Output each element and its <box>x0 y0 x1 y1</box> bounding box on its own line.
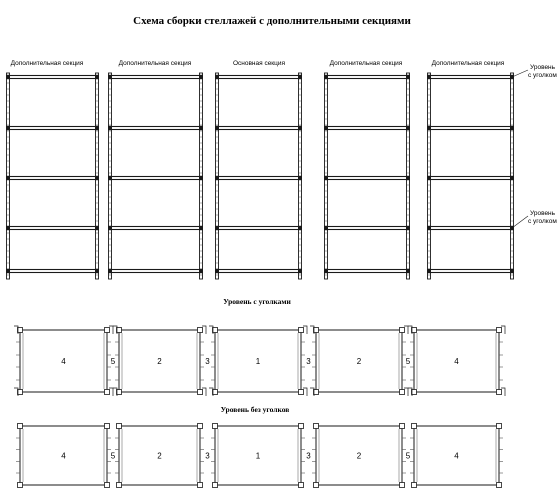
shelf-bracket <box>215 75 219 79</box>
shelf-beam <box>217 177 300 180</box>
callout-leader <box>512 70 528 77</box>
corner-post <box>213 483 218 488</box>
joint-number: 5 <box>405 357 411 366</box>
corner-post <box>400 424 405 429</box>
corner-post <box>299 328 304 333</box>
shelf-bracket <box>199 176 203 180</box>
shelf-beam <box>110 270 201 273</box>
panel-number: 2 <box>157 357 162 366</box>
shelf-beam <box>110 76 201 79</box>
shelf-bracket <box>427 176 431 180</box>
shelf-bracket <box>406 226 410 230</box>
shelf-beam <box>429 177 512 180</box>
shelf-bracket <box>199 226 203 230</box>
shelf-bracket <box>6 269 10 273</box>
plan-heading-with-corners: Уровень с уголками <box>223 297 291 306</box>
joint-number: 3 <box>306 451 311 461</box>
shelf-bracket <box>95 75 99 79</box>
corner-post <box>497 483 502 488</box>
diagram-title: Схема сборки стеллажей с дополнительными секциями <box>133 15 411 27</box>
corner-post <box>198 390 203 395</box>
shelf-bracket <box>199 75 203 79</box>
shelf-bracket <box>215 176 219 180</box>
corner-post <box>400 483 405 488</box>
callout-leader <box>512 216 528 228</box>
shelf-bracket <box>215 226 219 230</box>
corner-post <box>105 328 110 333</box>
shelf-bracket <box>427 75 431 79</box>
shelf-bracket <box>324 176 328 180</box>
shelf-bracket <box>6 176 10 180</box>
shelf-beam <box>326 270 408 273</box>
shelf-bracket <box>215 126 219 130</box>
shelf-bracket <box>298 75 302 79</box>
shelf-beam <box>429 227 512 230</box>
shelf-bracket <box>108 226 112 230</box>
corner-post <box>314 424 319 429</box>
shelf-bracket <box>324 126 328 130</box>
shelf-bracket <box>95 176 99 180</box>
corner-post <box>400 328 405 333</box>
panel-number: 1 <box>255 357 261 366</box>
shelf-bracket <box>95 126 99 130</box>
shelf-beam <box>217 227 300 230</box>
shelf-bracket <box>199 269 203 273</box>
callout-bottom-line2: с уголком <box>528 218 557 225</box>
callout-bottom-line1: Уровень <box>530 210 556 217</box>
section-label-1: Дополнительная секция <box>10 60 84 67</box>
shelf-bracket <box>6 226 10 230</box>
shelf-beam <box>217 270 300 273</box>
corner-post <box>497 390 502 395</box>
shelf-beam <box>429 270 512 273</box>
shelf-bracket <box>298 226 302 230</box>
shelf-beam <box>326 76 408 79</box>
section-label-main: Основная секция <box>232 60 286 67</box>
shelf-beam <box>8 76 97 79</box>
shelf-beam <box>8 227 97 230</box>
callout-top-line1: Уровень <box>530 64 556 71</box>
shelf-bracket <box>108 176 112 180</box>
shelf-beam <box>8 127 97 130</box>
shelf-bracket <box>427 269 431 273</box>
shelf-bracket <box>95 269 99 273</box>
shelf-bracket <box>298 126 302 130</box>
joint-number: 5 <box>405 451 411 461</box>
shelf-bracket <box>108 269 112 273</box>
shelf-beam <box>217 127 300 130</box>
shelf-bracket <box>6 126 10 130</box>
shelf-beam <box>326 177 408 180</box>
corner-post <box>412 424 417 429</box>
shelf-bracket <box>108 75 112 79</box>
corner-post <box>18 424 23 429</box>
shelf-beam <box>8 270 97 273</box>
panel-number: 2 <box>356 357 362 366</box>
shelf-bracket <box>108 126 112 130</box>
shelf-beam <box>8 177 97 180</box>
corner-post <box>314 483 319 488</box>
panel-number: 1 <box>255 451 261 461</box>
shelf-bracket <box>324 269 328 273</box>
shelf-bracket <box>406 269 410 273</box>
shelf-beam <box>429 76 512 79</box>
corner-post <box>198 328 203 333</box>
shelf-beam <box>326 227 408 230</box>
shelf-bracket <box>510 269 514 273</box>
rack-elevation <box>6 70 528 279</box>
corner-post <box>105 390 110 395</box>
corner-post <box>105 424 110 429</box>
joint-number: 3 <box>205 451 210 461</box>
corner-post <box>198 424 203 429</box>
shelf-bracket <box>427 226 431 230</box>
corner-post <box>497 328 502 333</box>
shelf-bracket <box>95 226 99 230</box>
panel-number: 2 <box>157 451 162 461</box>
shelf-bracket <box>510 126 514 130</box>
shelf-beam <box>217 76 300 79</box>
plan-with-corners <box>14 326 505 396</box>
shelf-bracket <box>298 269 302 273</box>
joint-number: 5 <box>110 357 116 366</box>
corner-post <box>117 424 122 429</box>
shelf-beam <box>110 177 201 180</box>
shelf-beam <box>110 127 201 130</box>
corner-post <box>117 483 122 488</box>
shelf-beam <box>110 227 201 230</box>
shelf-bracket <box>324 75 328 79</box>
corner-post <box>213 424 218 429</box>
panel-number: 4 <box>454 357 459 366</box>
corner-post <box>105 483 110 488</box>
joint-number: 3 <box>205 357 210 366</box>
shelf-beam <box>326 127 408 130</box>
shelf-bracket <box>298 176 302 180</box>
callout-top-line2: с уголком <box>528 72 557 79</box>
joint-number: 5 <box>110 451 116 461</box>
plan-heading-without-corners: Уровень без уголков <box>220 405 290 414</box>
panel-number: 2 <box>356 451 362 461</box>
corner-post <box>198 483 203 488</box>
shelf-bracket <box>406 176 410 180</box>
section-label-5: Дополнительная секция <box>431 60 505 67</box>
shelf-bracket <box>6 75 10 79</box>
panel-number: 4 <box>61 357 66 366</box>
plan-without-corners <box>16 424 503 488</box>
panel-number: 4 <box>61 451 66 461</box>
corner-post <box>299 390 304 395</box>
corner-post <box>412 483 417 488</box>
section-label-4: Дополнительная секция <box>329 60 403 67</box>
joint-number: 3 <box>306 357 311 366</box>
panel-number: 4 <box>454 451 459 461</box>
corner-post <box>299 424 304 429</box>
corner-post <box>400 390 405 395</box>
shelf-bracket <box>510 176 514 180</box>
corner-post <box>299 483 304 488</box>
shelf-bracket <box>406 75 410 79</box>
shelf-bracket <box>215 269 219 273</box>
shelf-bracket <box>406 126 410 130</box>
section-label-2: Дополнительная секция <box>118 60 192 67</box>
corner-post <box>18 483 23 488</box>
shelf-bracket <box>427 126 431 130</box>
shelf-beam <box>429 127 512 130</box>
corner-post <box>497 424 502 429</box>
shelf-bracket <box>199 126 203 130</box>
shelf-bracket <box>324 226 328 230</box>
